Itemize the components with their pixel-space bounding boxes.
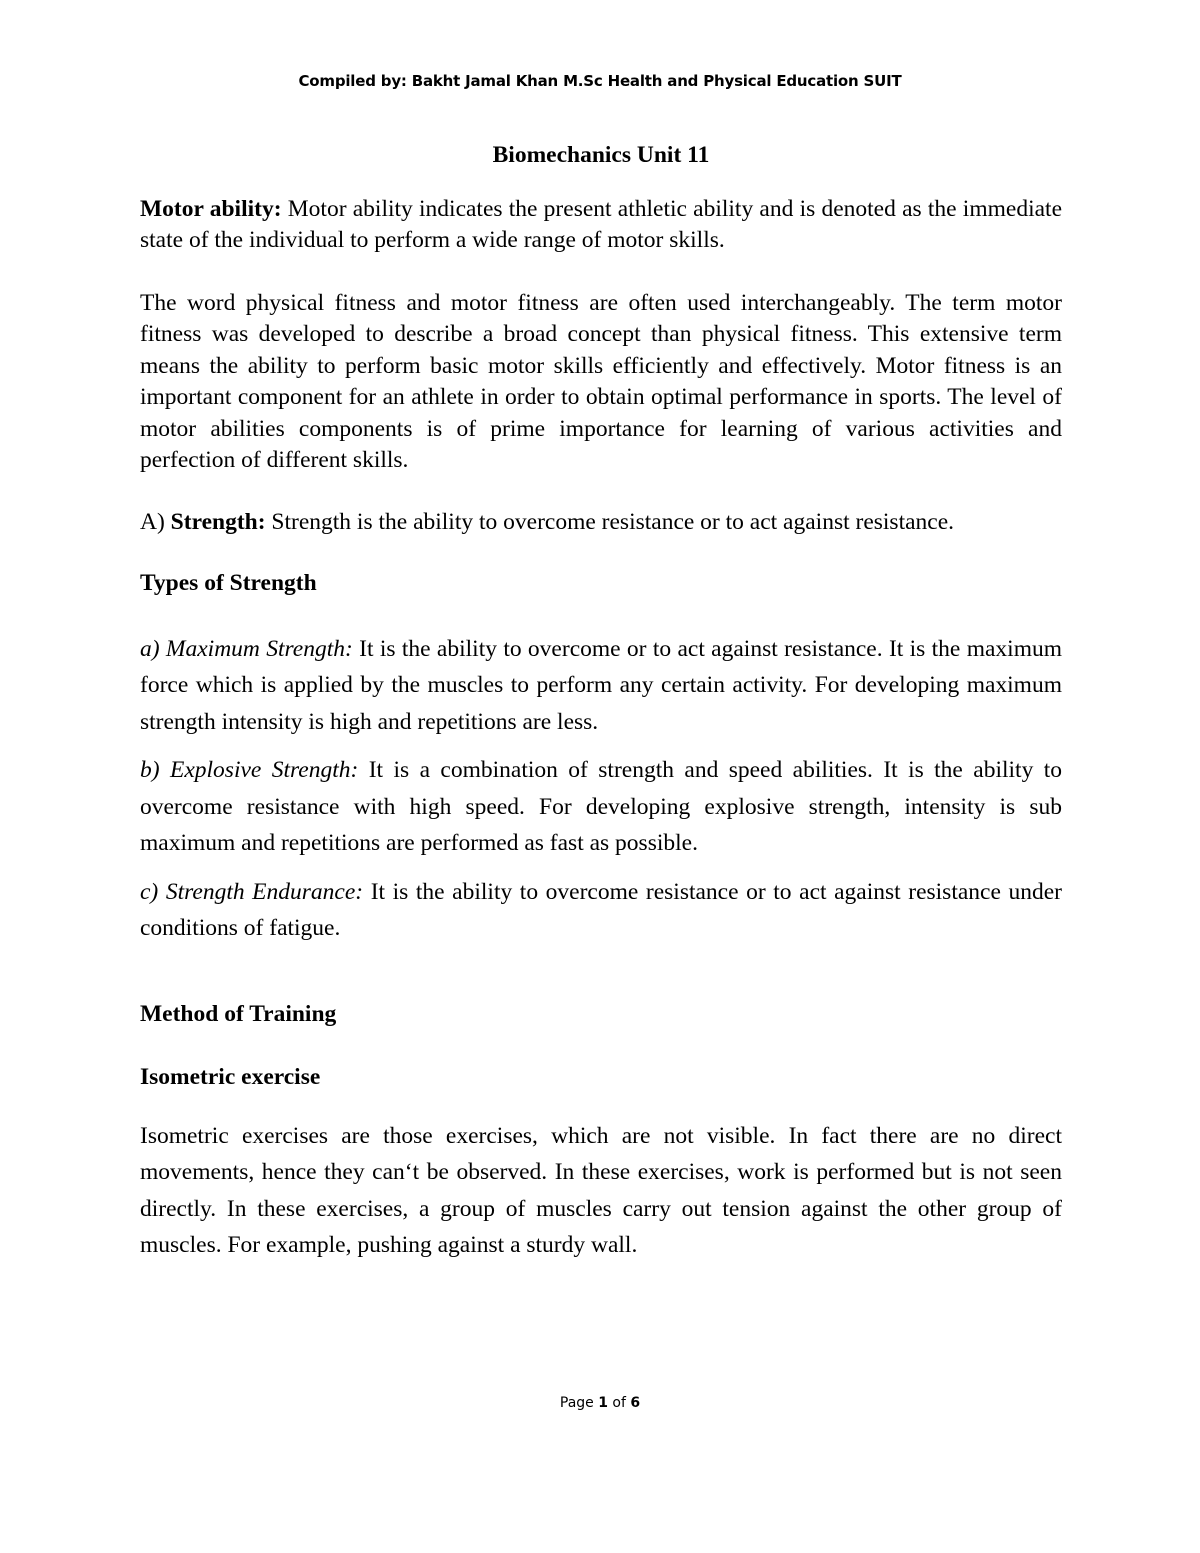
strength-term: Strength: — [170, 508, 266, 535]
isometric-paragraph: Isometric exercises are those exercises, which are not visible. In fact there are no direct movements, hence they can‘t be observed. In these exercises, work is performed but is not seen directly. In these exercises, a group of muscles carry out tension against the other group of muscles. For example, pushing against a sturdy wall. — [140, 1122, 1062, 1258]
page-label: Page — [559, 1395, 599, 1411]
page-footer — [0, 1395, 1200, 1411]
page-total: 6 — [630, 1395, 641, 1411]
page-of-label: of — [607, 1395, 631, 1411]
motor-ability-term: Motor ability: — [140, 195, 282, 222]
maximum-strength-paragraph — [140, 631, 1062, 741]
explosive-strength-term: b) Explosive Strength: — [140, 757, 359, 783]
motor-ability-definition: Motor ability indicates the present athletic ability and is denoted as the immediate state of the individual to perform a wide range of motor skills. — [140, 195, 1062, 253]
strength-endurance-term: c) Strength Endurance: — [140, 878, 364, 905]
explosive-strength-text: It is a combination of strength and speed abilities. It is the ability to overcome resistance with high speed. For developing explosive strength, intensity is sub maximum and repetitions are performed as fast as possible. — [140, 757, 1063, 856]
document-title: Biomechanics Unit 11 — [492, 142, 710, 168]
page-number: 1 — [598, 1395, 608, 1411]
strength-marker: A) — [140, 508, 171, 535]
maximum-strength-term: a) Maximum Strength: — [140, 635, 353, 662]
strength-definition: Strength is the ability to overcome resistance or to act against resistance. — [265, 508, 955, 535]
method-of-training-heading: Method of Training — [140, 1000, 337, 1027]
strength-endurance-text: It is the ability to overcome resistance or to act against resistance under conditions of fatigue. — [140, 878, 1062, 941]
types-of-strength-heading: Types of Strength — [140, 570, 317, 596]
strength-paragraph — [140, 507, 1062, 539]
maximum-strength-text: It is the ability to overcome or to act against resistance. It is the maximum force which is applied by the muscles to perform any certain activity. For developing maximum strength intensity is high and repetitions are less. — [140, 635, 1063, 735]
document-body — [140, 140, 1062, 1264]
fitness-paragraph: The word physical fitness and motor fitness are often used interchangeably. The term motor fitness was developed to describe a broad concept than physical fitness. This extensive term means the ability to perform basic motor skills efficiently and effectively. Motor fitness is an important component for an athlete in order to obtain optimal performance in sports. The level of motor abilities components is of prime importance for learning of various activities and perfection of different skills. — [140, 289, 1062, 473]
strength-endurance-paragraph — [140, 874, 1062, 947]
motor-ability-paragraph — [140, 194, 1062, 257]
page-header: Compiled by: Bakht Jamal Khan M.Sc Health and Physical Education SUIT — [298, 72, 902, 90]
explosive-strength-paragraph — [140, 752, 1062, 862]
isometric-exercise-heading: Isometric exercise — [140, 1064, 321, 1090]
